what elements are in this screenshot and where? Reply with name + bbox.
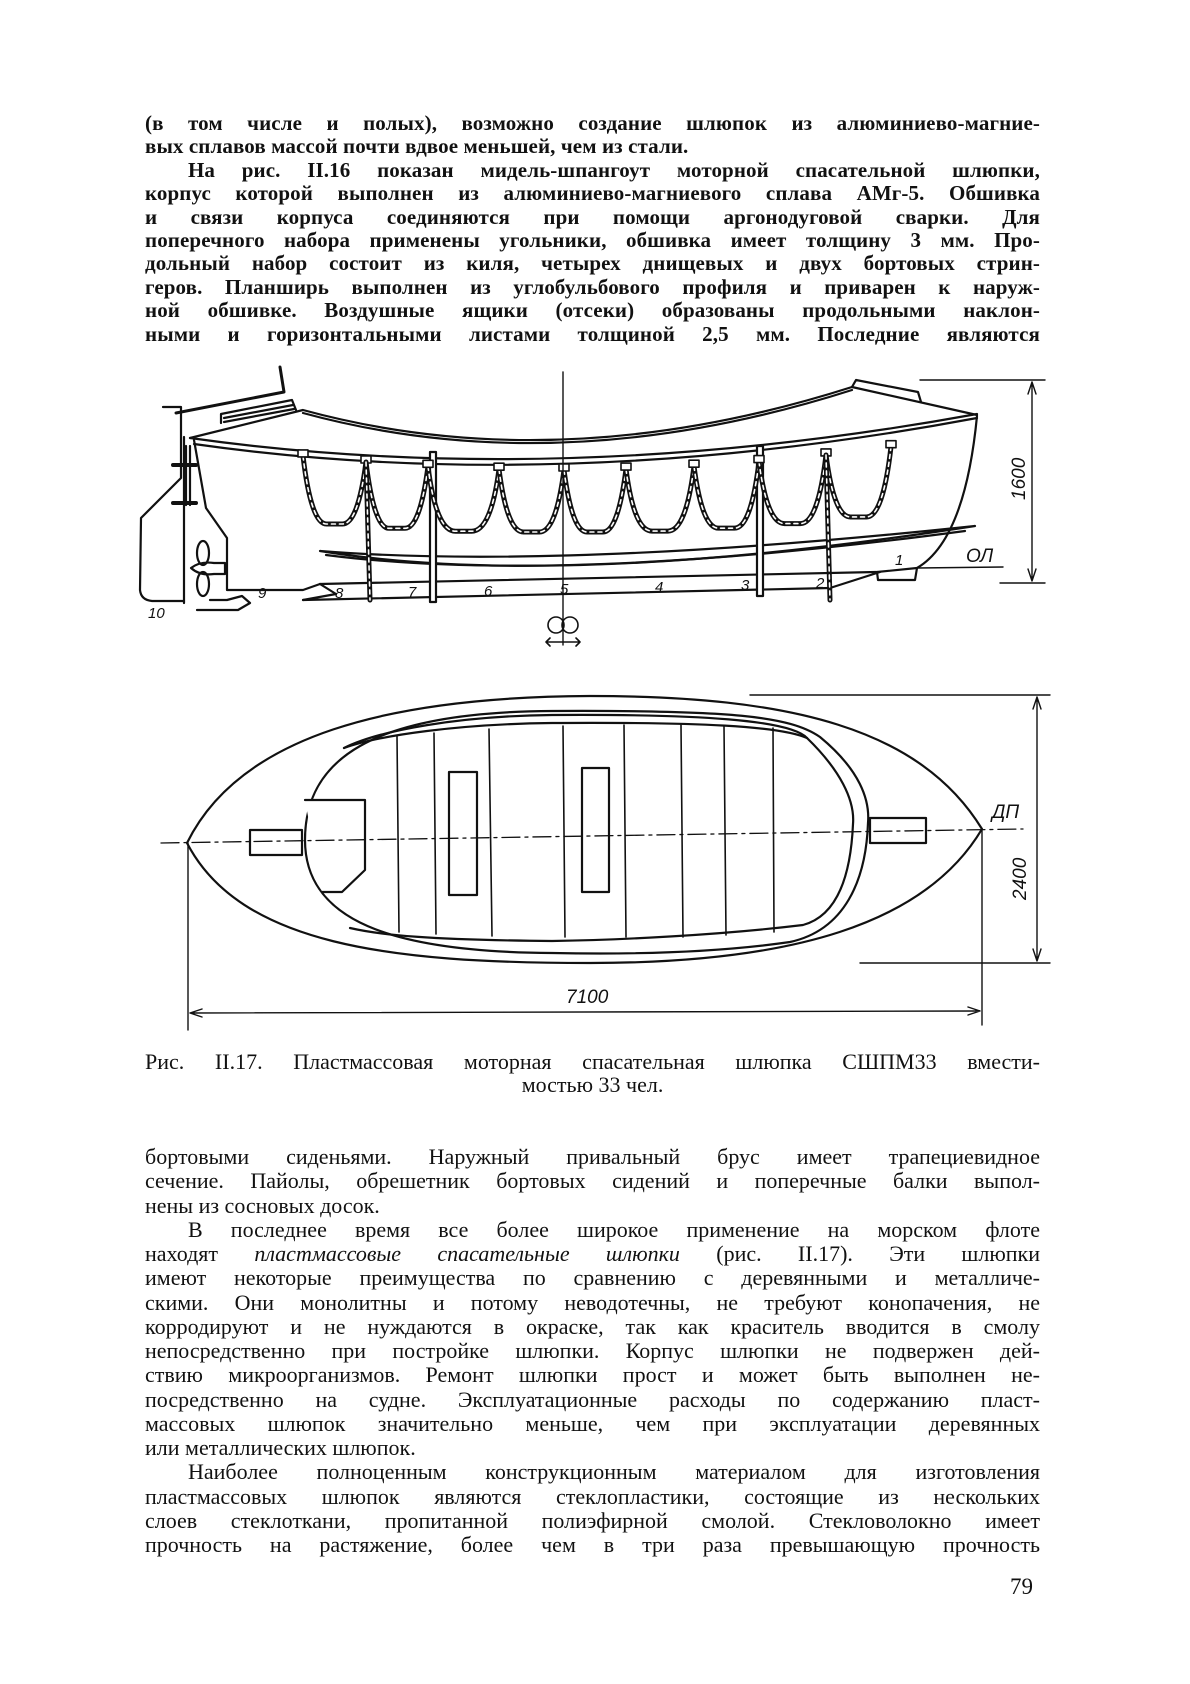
propeller-icon: [191, 541, 225, 596]
text-line: поперечного набора применены угольники, обшивка имеет толщину 3 мм. Про-: [145, 228, 1040, 252]
grab-line-loop: [694, 462, 759, 529]
grab-line-loop: [366, 462, 428, 528]
grab-line-eye: [559, 464, 569, 471]
caption-line-2: мостью 33 чел.: [521, 1072, 664, 1097]
text-line: На рис. II.16 показан мидель-шпангоут моторной спасательной шлюпки,: [188, 157, 1040, 182]
text-line: пластмассовых шлюпок являются стеклопластики, состоящие из нескольких: [145, 1483, 1040, 1509]
part-label-5: 5: [560, 581, 569, 598]
baseline-ol: [917, 567, 1003, 568]
text-line: Наиболее полноценным конструкционным материалом для изготовления: [188, 1459, 1040, 1485]
part-label-2: 2: [816, 575, 825, 592]
grab-line-eye: [689, 460, 699, 467]
grab-line-eye: [621, 463, 631, 470]
height-dimension-label: 1600: [1009, 457, 1030, 500]
grab-line-eye: [423, 460, 433, 467]
grab-line-loop: [694, 462, 759, 529]
centerline-label: ДП: [992, 802, 1020, 823]
part-label-9: 9: [258, 585, 267, 602]
text-line: [145, 1242, 1040, 1266]
text-line: ствию микроорганизмов. Ремонт шлюпки прост и может быть выполнен не-: [145, 1362, 1040, 1388]
text-line: прочность на растяжение, более чем в три раза превышающую прочность: [145, 1532, 1040, 1557]
forward-hatch: [852, 380, 921, 402]
text-line: сечение. Пайолы, обрешетник бортовых сидений и поперечные балки выпол-: [145, 1168, 1040, 1194]
baseline-label: ОЛ: [966, 546, 994, 567]
text-line: нены из сосновых досок.: [145, 1192, 380, 1218]
part-label-7: 7: [408, 584, 417, 601]
text-line: В последнее время все более широкое применение на морском флоте: [188, 1216, 1040, 1242]
canopy-top: [190, 387, 852, 440]
stern-skeg: [194, 440, 320, 610]
part-label-4: 4: [655, 579, 664, 596]
text-segment: находят: [145, 1241, 255, 1266]
bow-stem: [877, 416, 977, 572]
page-number: 79: [1010, 1574, 1033, 1599]
grab-line-eye: [298, 450, 308, 457]
grab-line-loops: [298, 441, 896, 600]
figure-caption: [145, 1050, 1040, 1096]
text-line: посредственно на судне. Эксплуатационные расходы по содержанию пласт-: [145, 1386, 1040, 1412]
keel-line: [303, 568, 917, 600]
text-line: массовых шлюпок значительно меньше, чем при эксплуатации деревянных: [145, 1410, 1040, 1436]
grab-line-loop: [428, 466, 499, 531]
text-line: (в том числе и полых), возможно создание шлюпок из алюминиево-магние-: [145, 111, 1040, 135]
text-line: корпус которой выполнен из алюминиево-магниевого сплава АМг-5. Обшивка: [145, 181, 1040, 206]
part-label-10: 10: [148, 605, 165, 622]
grab-line-loop: [826, 447, 891, 517]
length-dimension-label: 7100: [566, 987, 609, 1008]
part-label-8: 8: [335, 585, 344, 602]
text-line: имеют некоторые преимущества по сравнению с деревянными и металличе-: [145, 1265, 1040, 1291]
grab-line-loop: [303, 456, 366, 524]
text-line: скими. Они монолитны и потому неводотечны, не требуют конопачения, не: [145, 1289, 1040, 1315]
grab-line-loop: [303, 456, 366, 524]
tiller: [176, 367, 284, 413]
part-label-6: 6: [484, 583, 493, 600]
grab-line-loop: [499, 469, 564, 532]
grab-line-loop: [826, 447, 891, 517]
locker-right: [582, 768, 609, 892]
plan-view: [161, 695, 1050, 1030]
text-line: ными и горизонтальными листами толщиной 2,5 мм. Последние являются: [145, 321, 1040, 346]
part-label-1: 1: [895, 552, 904, 569]
grab-line-loop: [626, 466, 694, 531]
grab-line-eye: [494, 463, 504, 470]
rudder-stock: [186, 446, 190, 505]
grab-line-eye: [886, 441, 896, 448]
text-line: вых сплавов массой почти вдвое меньшей, чем из стали.: [145, 134, 689, 159]
grab-line-loop: [428, 466, 499, 531]
text-line: ной обшивке. Воздушные ящики (отсеки) образованы продольными наклон-: [145, 298, 1040, 323]
text-line: или металлических шлюпок.: [145, 1435, 416, 1460]
grab-line-eye: [754, 456, 764, 463]
grab-line-loop: [499, 469, 564, 532]
caption-line-1: Рис. II.17. Пластмассовая моторная спасательная шлюпка СШПМ33 вмести-: [145, 1049, 1040, 1074]
italic-term: пластмассовые спасательные шлюпки: [254, 1241, 680, 1266]
grab-line-loop: [564, 469, 626, 532]
grab-line-loop: [626, 466, 694, 531]
grab-line-loop: [759, 455, 826, 524]
text-line: непосредственно при постройке шлюпки. Корпус шлюпки не подвержен дей-: [145, 1338, 1040, 1363]
grab-line-loop: [366, 462, 428, 528]
grab-line-loop: [564, 469, 626, 532]
text-line: дольный набор состоит из киля, четырех днищевых и двух бортовых стрин-: [145, 251, 1040, 276]
side-view: [140, 367, 1045, 646]
text-line: корродируют и не нуждаются в окраске, так как краситель вводится в смолу: [145, 1313, 1040, 1339]
locker-left: [449, 772, 477, 895]
stern-box: [250, 830, 302, 855]
text-line: и связи корпуса соединяются при помощи аргонодуговой сварки. Для: [145, 204, 1040, 229]
text-line: слоев стеклоткани, пропитанной полиэфирной смолой. Стекловолокно имеет: [145, 1507, 1040, 1533]
beam-dimension-label: 2400: [1010, 857, 1031, 900]
text-line: бортовыми сиденьями. Наружный привальный брус имеет трапециевидное: [145, 1144, 1040, 1169]
grab-line-loop: [759, 455, 826, 524]
text-line: геров. Планширь выполнен из углобульбового профиля и приварен к наруж-: [145, 274, 1040, 299]
part-label-3: 3: [741, 577, 750, 594]
text-segment: (рис. II.17). Эти шлюпки: [679, 1241, 1041, 1266]
